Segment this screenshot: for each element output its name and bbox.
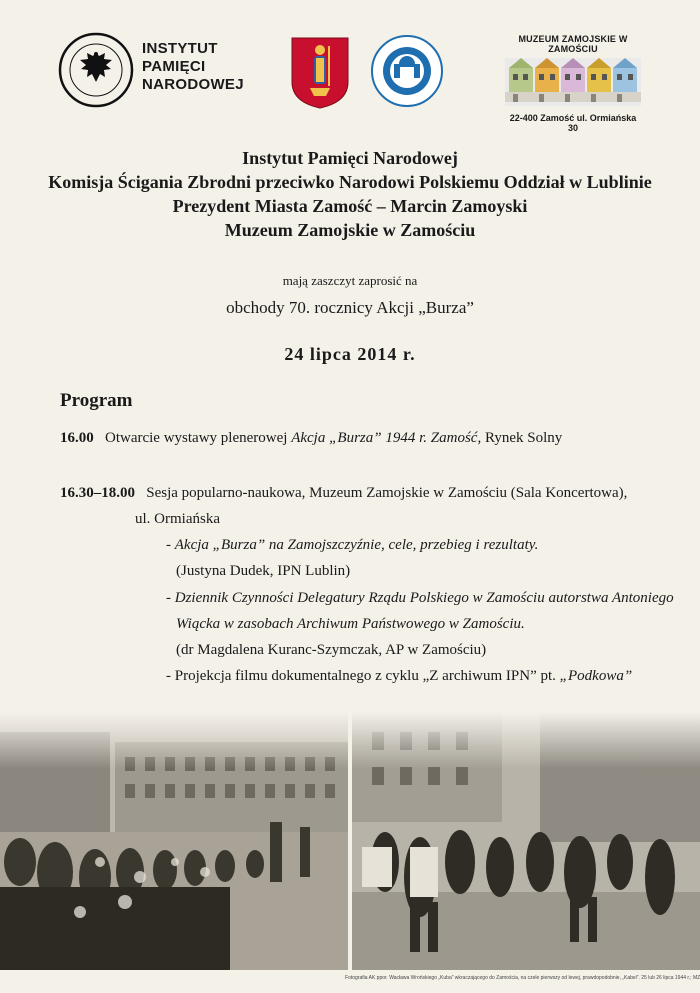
program-sub-1-title: Akcja „Burza” na Zamojszczyźnie, cele, przebieg i rezultaty. xyxy=(174,537,539,553)
program-sub-2-title-line1: Dziennik Czynności Delegatury Rządu Polskiego w Zamościu autorstwa Antoniego xyxy=(174,590,674,606)
event-title: obchody 70. rocznicy Akcji „Burza” xyxy=(226,298,474,317)
organizers-block xyxy=(0,146,700,242)
ipn-line2: PAMIĘCI xyxy=(142,58,206,75)
ipn-line3: NARODOWEJ xyxy=(142,76,244,93)
museum-address: 22-400 Zamość ul. Ormiańska 30 xyxy=(509,113,637,133)
program-sub-3: - Projekcja filmu dokumentalnego z cyklu „Z archiwum IPN” pt. „Podkowa” xyxy=(166,668,633,684)
program-item-1-time: 16.00 xyxy=(60,430,94,446)
program-heading: Program xyxy=(60,390,133,411)
ipn-name xyxy=(142,40,244,94)
program-item-2-text: Sesja popularno-naukowa, Muzeum Zamojskie w Zamościu (Sala Koncertowa), xyxy=(146,485,628,501)
organizer-4: Muzeum Zamojskie w Zamościu xyxy=(224,220,476,240)
program-item-1 xyxy=(60,430,562,447)
ipn-eagle-logo xyxy=(58,32,134,108)
program-item-2-text-cont: ul. Ormiańska xyxy=(135,511,220,527)
photo-caption: Fotografia AK ppor. Wacława Wrońskiego „Kuba” wkraczającego do Zamościa, na czele pierwszy od lewej, prawdopodobnie, „Kabel”. 25 lub 26 lipca 1944 r.; MZ xyxy=(345,975,700,981)
program-sub-2-title-line2: Wiącka w zasobach Archiwum Państwowego w Zamościu. xyxy=(176,616,525,632)
world-heritage-icon xyxy=(370,34,444,108)
organizer-3: Prezydent Miasta Zamość – Marcin Zamoyski xyxy=(172,196,528,216)
organizer-2: Komisja Ścigania Zbrodni przeciwko Narodowi Polskiemu Oddział w Lublinie xyxy=(48,172,652,192)
program-item-2 xyxy=(60,485,627,502)
program-sub-1-author: (Justyna Dudek, IPN Lublin) xyxy=(176,563,351,579)
zamosc-crest-icon xyxy=(290,36,350,110)
invite-text: mają zaszczyt zaprosić na xyxy=(282,273,418,288)
program-item-1-italic: Akcja „Burza” 1944 r. Zamość xyxy=(291,430,478,446)
event-date: 24 lipca 2014 r. xyxy=(284,344,416,364)
museum-building-icon xyxy=(505,54,641,106)
program-sub-3-text: Projekcja filmu dokumentalnego z cyklu „Z archiwum IPN” pt. xyxy=(174,668,560,684)
museum-logo-title: MUZEUM ZAMOJSKIE W ZAMOŚCIU xyxy=(518,34,628,54)
program-sub-2: - Dziennik Czynności Delegatury Rządu Polskiego w Zamościu autorstwa Antoniego xyxy=(166,590,674,606)
program-sub-3-title: „Podkowa” xyxy=(559,668,633,684)
museum-logo xyxy=(505,34,641,133)
program-item-1-place: , Rynek Solny xyxy=(477,430,563,446)
ipn-line1: INSTYTUT xyxy=(142,40,218,57)
program-item-1-text: Otwarcie wystawy plenerowej xyxy=(105,430,292,446)
organizer-1: Instytut Pamięci Narodowej xyxy=(242,148,458,168)
historical-photos xyxy=(0,712,700,970)
program-sub-1: - Akcja „Burza” na Zamojszczyźnie, cele, przebieg i rezultaty. xyxy=(166,537,539,553)
logo-bar xyxy=(0,28,700,133)
program-sub-2-author: (dr Magdalena Kuranc-Szymczak, AP w Zamościu) xyxy=(176,642,487,658)
program-item-2-time: 16.30–18.00 xyxy=(60,485,135,501)
